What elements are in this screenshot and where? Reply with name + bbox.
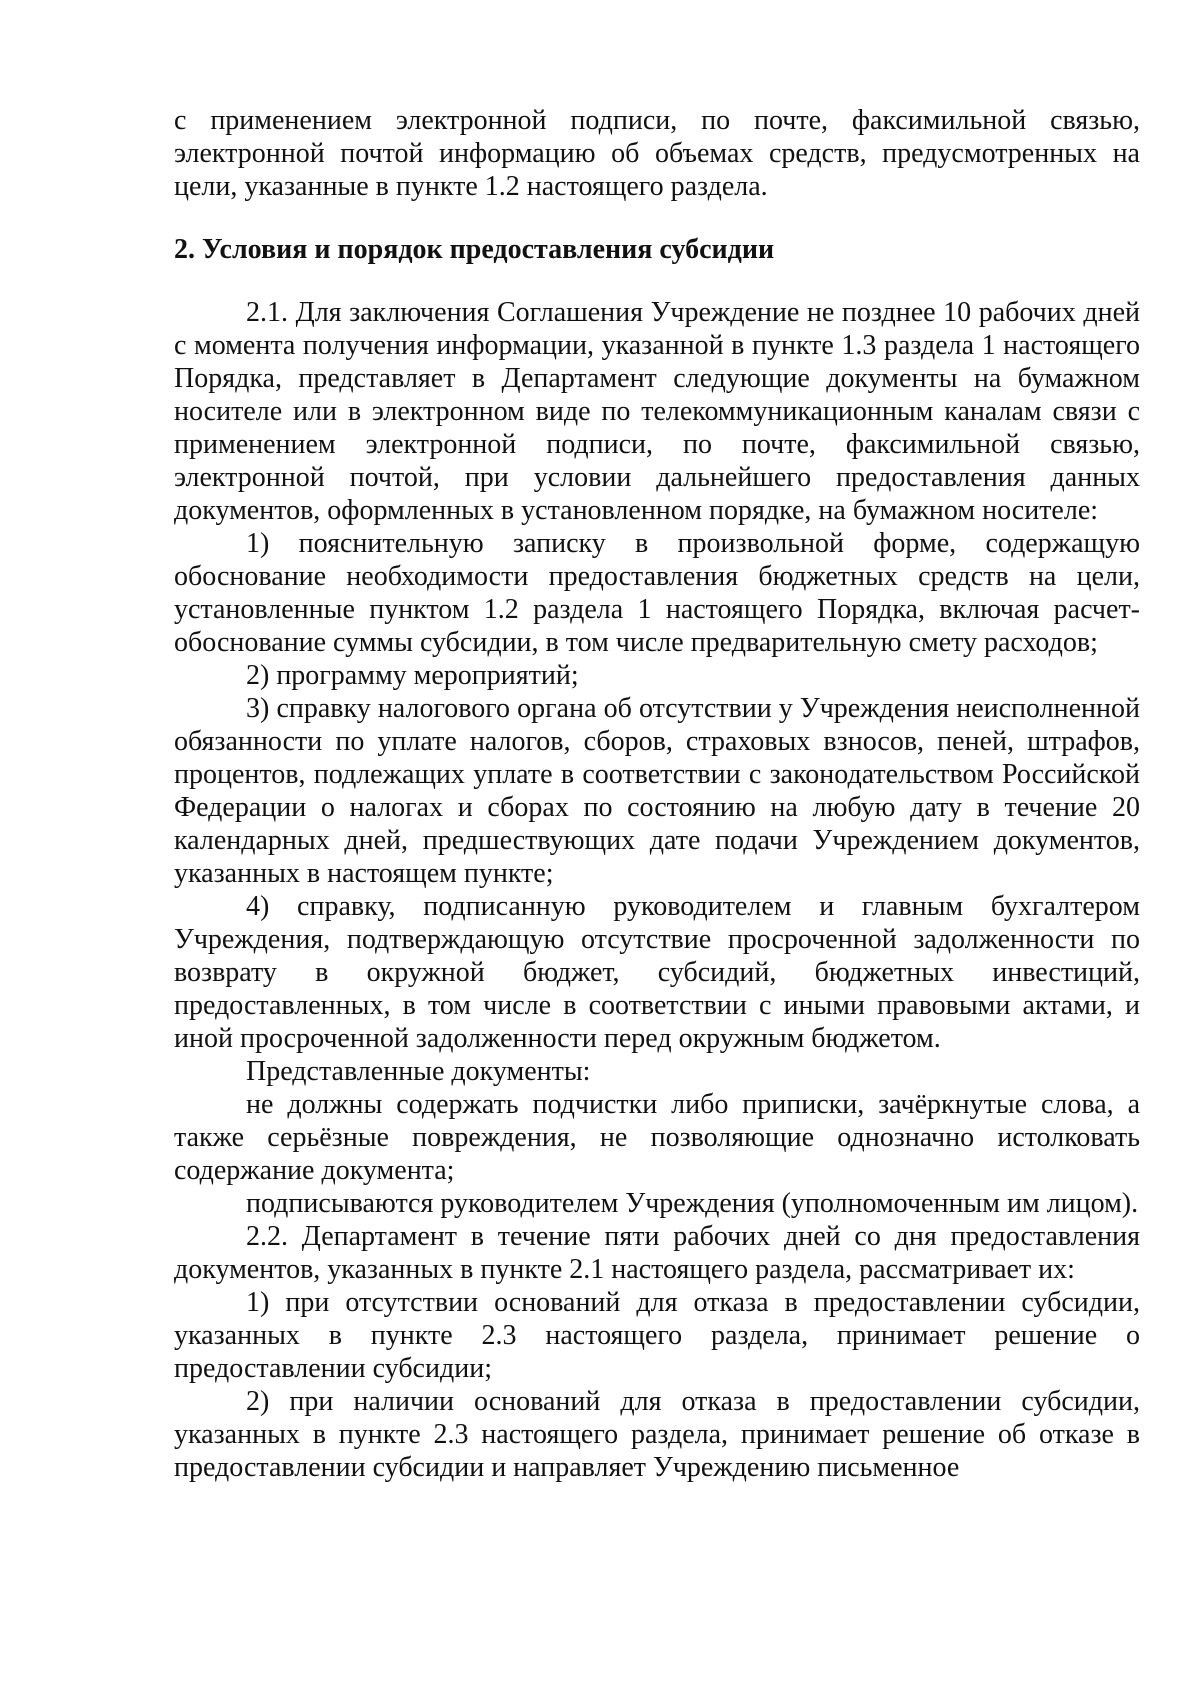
requirement-signed: подписываются руководителем Учреждения (уполномоченным им лицом). [246,1188,1139,1219]
paragraph-2-2: 2.2. Департамент в течение пяти рабочих дней со дня предоставления документов, указанных в пункте 2.1 настоящего раздела, рассматривает их: [174,1221,1140,1285]
section-heading: 2. Условия и порядок предоставления субсидии [174,234,775,265]
document-page [174,104,1140,1484]
list-item-1: 1) пояснительную записку в произвольной форме, содержащую обоснование необходимости предоставления бюджетных средств на цели, установленные пунктом 1.2 раздела 1 настоящего Порядка, включая расчет-обоснование суммы субсидии, в том числе предварительную смету расходов; [174,528,1140,658]
documents-requirements-intro: Представленные документы: [246,1056,591,1087]
list-item-2: 2) программу мероприятий; [246,660,579,691]
decision-item-1: 1) при отсутствии оснований для отказа в предоставлении субсидии, указанных в пункте 2.3 настоящего раздела, принимает решение о предоставлении субсидии; [174,1287,1140,1384]
requirement-no-corrections: не должны содержать подчистки либо приписки, зачёркнутые слова, а также серьёзные повреждения, не позволяющие однозначно истолковать содержание документа; [174,1089,1140,1186]
intro-paragraph: с применением электронной подписи, по почте, факсимильной связью, электронной почтой информацию об объемах средств, предусмотренных на цели, указанные в пункте 1.2 настоящего раздела. [174,105,1140,202]
list-item-3: 3) справку налогового органа об отсутствии у Учреждения неисполненной обязанности по уплате налогов, сборов, страховых взносов, пеней, штрафов, процентов, подлежащих уплате в соответствии с законодательством Российской Федерации о налогах и сборах по состоянию на любую дату в течение 20 календарных дней, предшествующих дате подачи Учреждением документов, указанных в настоящем пункте; [174,693,1140,889]
list-item-4: 4) справку, подписанную руководителем и главным бухгалтером Учреждения, подтверждающую отсутствие просроченной задолженности по возврату в окружной бюджет, субсидий, бюджетных инвестиций, предоставленных, в том числе в соответствии с иными правовыми актами, и иной просроченной задолженности перед окружным бюджетом. [174,891,1140,1054]
decision-item-2: 2) при наличии оснований для отказа в предоставлении субсидии, указанных в пункте 2.3 настоящего раздела, принимает решение об отказе в предоставлении субсидии и направляет Учреждению письменное [174,1386,1140,1483]
paragraph-2-1: 2.1. Для заключения Соглашения Учреждение не позднее 10 рабочих дней с момента получения информации, указанной в пункте 1.3 раздела 1 настоящего Порядка, представляет в Департамент следующие документы на бумажном носителе или в электронном виде по телекоммуникационным каналам связи с применением электронной подписи, по почте, факсимильной связью, электронной почтой, при условии дальнейшего предоставления данных документов, оформленных в установленном порядке, на бумажном носителе: [174,297,1140,526]
